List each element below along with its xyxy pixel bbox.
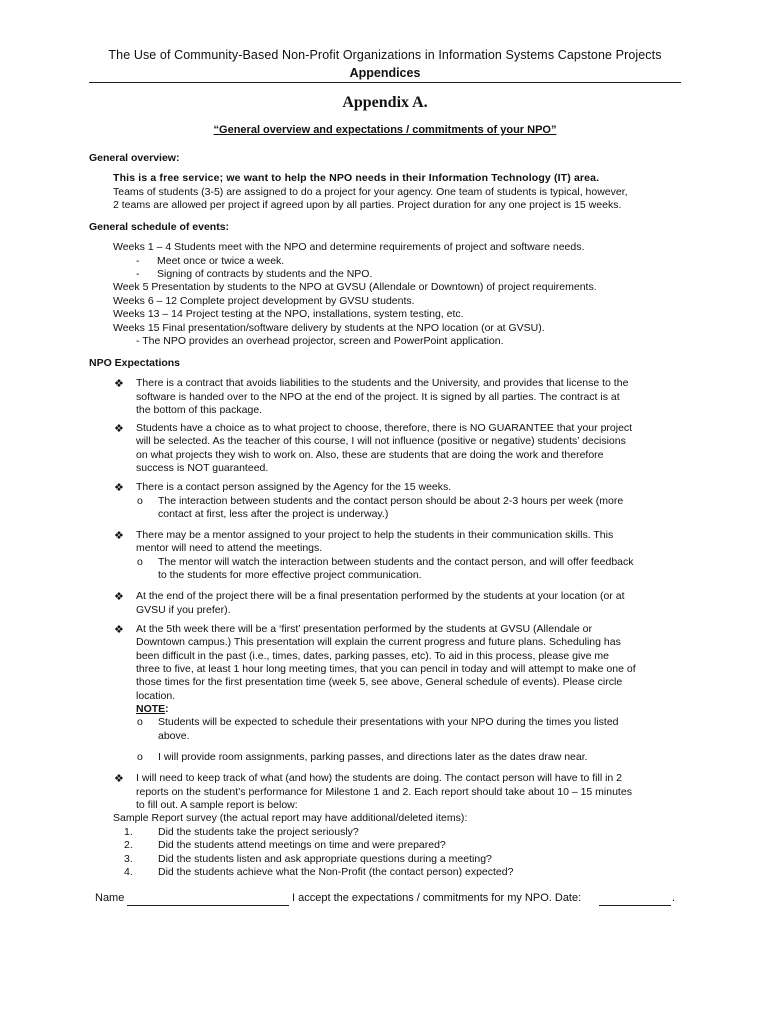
schedule-line: Weeks 6 – 12 Complete project development by GVSU students. [113,295,415,307]
schedule-line: Week 5 Presentation by students to the NPO at GVSU (Allendale or Downtown) of project requirements. [113,281,597,293]
expectation-subline: The mentor will watch the interaction between students and the contact person, and will offer feedback [158,556,634,568]
diamond-bullet-icon: ❖ [114,590,124,603]
expectation-subline: contact at first, less after the project is underway.) [158,508,389,520]
expectation-line: At the end of the project there will be a final presentation performed by the students at your location (or at [136,590,625,602]
expectation-line: Downtown campus.) This presentation will explain the current progress and future plans. Scheduling has [136,636,621,648]
overview-heading: General overview: [89,152,180,164]
expectation-line: I will need to keep track of what (and how) the students are doing. The contact person will have to fill in 2 [136,772,622,784]
sub-bullet-icon: o [137,556,143,568]
schedule-line: Weeks 13 – 14 Project testing at the NPO, installations, system testing, etc. [113,308,464,320]
diamond-bullet-icon: ❖ [114,377,124,390]
sub-bullet-icon: o [137,495,143,507]
expectations-heading: NPO Expectations [89,357,181,369]
header-rule [89,82,681,83]
sub-bullet-icon: o [137,751,143,763]
diamond-bullet-icon: ❖ [114,422,124,435]
appendix-title: Appendix A. [342,94,428,111]
expectation-line: There is a contract that avoids liabilities to the students and the University, and provides that license to the [136,377,629,389]
expectation-subline: I will provide room assignments, parking passes, and directions later as the dates draw near. [158,751,588,763]
schedule-line: Weeks 1 – 4 Students meet with the NPO and determine requirements of project and software needs. [113,241,585,253]
expectation-subline: above. [158,730,190,742]
schedule-heading: General schedule of events: [89,221,230,233]
expectation-line: will be selected. As the teacher of this course, I will not influence (positive or negative) students’ decisions [136,435,626,447]
schedule-line: - Meet once or twice a week. [136,255,285,267]
date-signature-line[interactable] [599,905,671,906]
survey-intro: Sample Report survey (the actual report may have additional/deleted items): [113,812,468,824]
appendix-subtitle: “General overview and expectations / commitments of your NPO” [213,124,557,136]
signature-accept-text: I accept the expectations / commitments for my NPO. Date: [292,892,582,904]
expectation-line: At the 5th week there will be a ‘first’ presentation performed by the students at GVSU (Allendale or [136,623,593,635]
expectation-line: three to five, at least 1 hour long meeting times, that you can pencil in today and will attempt to make one of [136,663,636,675]
note-colon: : [165,703,169,715]
survey-item-number: 1. [124,826,133,838]
expectation-subline: to the students for more effective project communication. [158,569,422,581]
signature-name-label: Name [95,892,125,904]
expectation-line: location. [136,690,176,702]
expectation-line: software is handed over to the NPO at the end of the project. It is signed by all parties. The contract is at [136,391,620,403]
diamond-bullet-icon: ❖ [114,529,124,542]
expectation-line: to fill out. A sample report is below: [136,799,298,811]
expectation-line: GVSU if you prefer). [136,604,231,616]
overview-bold-line: This is a free service; we want to help the NPO needs in their Information Technology (IT) area. [113,172,600,184]
expectation-line: on what projects they wish to work on. Also, these are students that are doing the work and therefore [136,449,604,461]
survey-item-number: 2. [124,839,133,851]
schedule-line: Weeks 15 Final presentation/software delivery by students at the NPO location (or at GVSU). [113,322,545,334]
schedule-line: - Signing of contracts by students and the NPO. [136,268,373,280]
overview-line: Teams of students (3-5) are assigned to do a project for your agency. One team of students is typical, however, [113,186,628,198]
expectation-line: the bottom of this package. [136,404,263,416]
expectation-line: those times for the first presentation time (week 5, see above, General schedule of events). Please circle [136,676,623,688]
sub-bullet-icon: o [137,716,143,728]
survey-item-text: Did the students attend meetings on time and were prepared? [158,839,446,851]
diamond-bullet-icon: ❖ [114,481,124,494]
expectation-line: reports on the student’s performance for Milestone 1 and 2. Each report should take about 10 – 15 minutes [136,786,632,798]
overview-line: 2 teams are allowed per project if agreed upon by all parties. Project duration for any one project is 15 weeks. [113,199,622,211]
expectation-line: success is NOT guaranteed. [136,462,269,474]
expectation-line: Students have a choice as to what project to choose, therefore, there is NO GUARANTEE that your project [136,422,633,434]
survey-item-text: Did the students listen and ask appropriate questions during a meeting? [158,853,492,865]
diamond-bullet-icon: ❖ [114,772,124,785]
survey-item-number: 4. [124,866,133,878]
survey-item-text: Did the students achieve what the Non-Profit (the contact person) expected? [158,866,514,878]
name-signature-line[interactable] [127,905,289,906]
note-word: NOTE [136,703,166,715]
signature-end-period: . [672,892,676,904]
expectation-subline: Students will be expected to schedule their presentations with your NPO during the times you listed [158,716,619,728]
running-header-section: Appendices [349,66,421,80]
running-header-title: The Use of Community-Based Non-Profit Organizations in Information Systems Capstone Projects [108,48,662,62]
schedule-line: - The NPO provides an overhead projector, screen and PowerPoint application. [136,335,504,347]
survey-item-number: 3. [124,853,133,865]
expectation-subline: The interaction between students and the contact person should be about 2-3 hours per week (more [158,495,624,507]
survey-item-text: Did the students take the project seriously? [158,826,359,838]
expectation-line: mentor will need to attend the meetings. [136,542,323,554]
diamond-bullet-icon: ❖ [114,623,124,636]
expectation-line: There may be a mentor assigned to your project to help the students in their communication skills. This [136,529,614,541]
expectation-line: There is a contact person assigned by the Agency for the 15 weeks. [136,481,452,493]
note-label [136,703,169,717]
expectation-line: been difficult in the past (i.e., times, dates, parking passes, etc). To aid in this process, please give me [136,650,609,662]
